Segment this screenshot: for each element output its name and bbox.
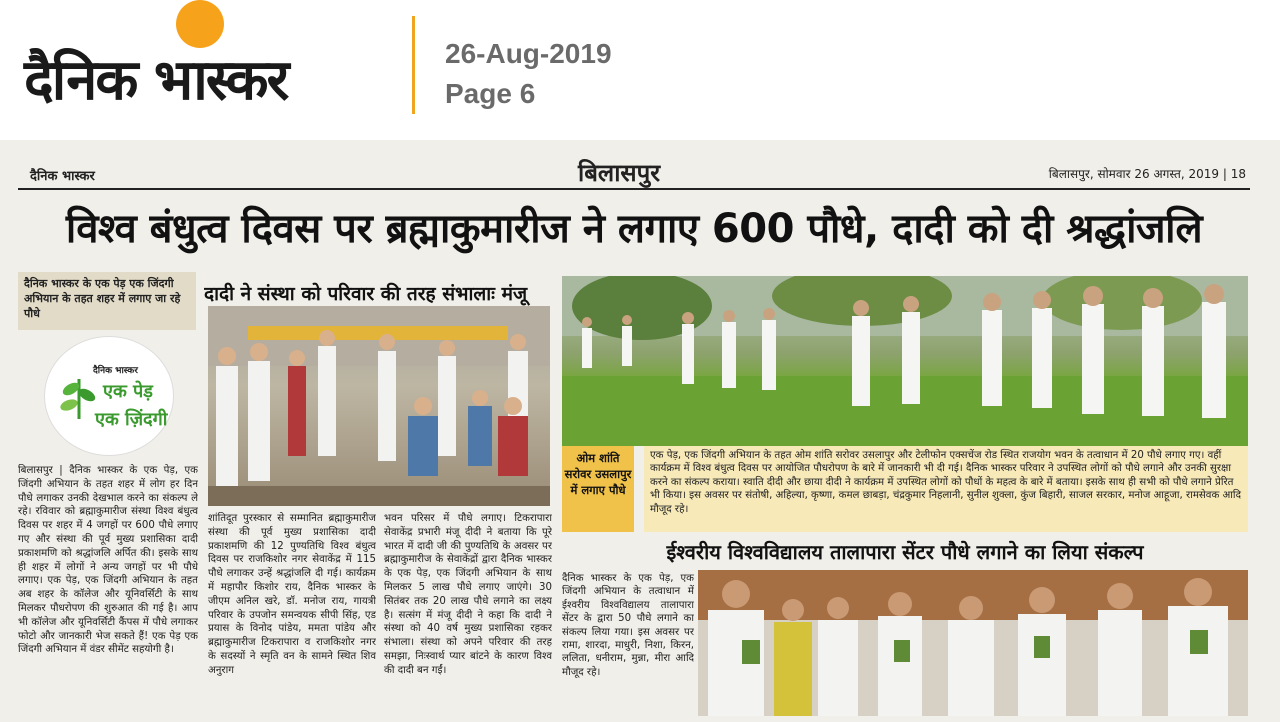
center-article-col1: शांतिदूत पुरस्कार से सम्मानित ब्रह्माकुमारीज संस्था की पूर्व मुख्य प्रशासिका दादी प्रकाशमणि की 12 पुण्यतिथि विश्व बंधुत्व दिवस पर राजकिशोर नगर सेवाकेंद्र में 115 पौधे लगाकर उन्हें श्रद्धांजलि दी गई। कार्यक्रम में महापौर किशोर राय, दैनिक भास्कर के जीएम अनिल खरे, डॉ. मनोज राय, गायत्री परिवार के उपजोन समन्वयक सीपी सिंह, एड प्रयास के विनोद पांडेय, ममता पांडेय और ब्रह्माकुमारीज टिकरापारा व राजकिशोर नगर के सदस्यों ने स्मृति वन के सामने स्थित शिव अनुराग (208, 513, 376, 676)
brand-header (0, 0, 1280, 140)
masthead-city: बिलासपुर (578, 159, 661, 187)
page-headline: विश्व बंधुत्व दिवस पर ब्रह्माकुमारीज ने लगाए 600 पौधे, दादी को दी श्रद्धांजलि (65, 206, 1203, 252)
group-photo-ceremony (208, 306, 550, 506)
center-article-col2: भवन परिसर में पौधे लगाए। टिकरापारा सेवाकेंद्र प्रभारी मंजू दीदी ने बताया कि पूरे भारत में दादी जी की पुण्यतिथि के अवसर पर ब्रह्माकुमारीज के सेवाकेंद्रों द्वारा दैनिक भास्कर के एक पेड़, एक जिंदगी अभियान के साथ मिलकर 5 लाख पौधे लगाए जाएंगे। 30 सितंबर तक 20 लाख पौधे लगाने का लक्ष्य है। सत्संग में मंजू दीदी ने कहा कि दादी ने संस्था को 40 वर्ष मुख्य प्रशासिका रहकर संभाला। संस्था को अपने परिवार की तरह समझा, निःस्वार्थ प्यार बांटने के कारण विश्व की दादी बन गईं। (384, 513, 552, 676)
group-photo-garden (562, 276, 1248, 446)
brand-logo: दैनिक भास्कर (24, 48, 288, 113)
campaign-tag-box: दैनिक भास्कर के एक पेड़ एक जिंदगी अभियान के तहत शहर में लगाए जा रहे पौधे (18, 272, 196, 330)
campaign-logo-brand: दैनिक भास्कर (93, 366, 138, 376)
caption-title-box: ओम शांति सरोवर उसलापुर में लगाए पौधे (562, 446, 634, 532)
newspaper-page (0, 140, 1280, 722)
masthead-brand: दैनिक भास्कर (30, 169, 95, 184)
campaign-logo-line2: एक ज़िंदगी (95, 409, 168, 430)
edition-date: 26-Aug-2019 (445, 38, 612, 69)
right-subheading: ईश्वरीय विश्वविद्यालय तालापारा सेंटर पौधे लगाने का लिया संकल्प (666, 540, 1144, 564)
right-article-body: दैनिक भास्कर के एक पेड़, एक जिंदगी अभियान के तत्वाधान में ईश्वरीय विश्वविद्यालय तालापारा सेंटर के द्वारा 50 पौधे लगाने का संकल्प लिया गया। इस अवसर पर रामा, शारदा, माधुरी, निशा, किरन, ललिता, धनीराम, मुन्ना, मीरा आदि मौजूद रहे। (562, 573, 694, 678)
group-photo-ceremony-image (208, 306, 550, 506)
campaign-logo (44, 336, 174, 456)
center-subheading: दादी ने संस्था को परिवार की तरह संभालाः मंजू (204, 283, 528, 305)
sun-logo-icon (168, 0, 232, 52)
page-number: Page 6 (445, 78, 536, 109)
group-photo-plants-image (698, 570, 1248, 716)
group-photo-garden-image (562, 276, 1248, 446)
group-photo-plants (698, 570, 1248, 716)
brand-divider (412, 16, 415, 114)
masthead-dateline: बिलासपुर, सोमवार 26 अगस्त, 2019 | 18 (1048, 167, 1246, 181)
campaign-logo-line1: एक पेड़ (103, 381, 153, 402)
caption-body: एक पेड़, एक जिंदगी अभियान के तहत ओम शांति सरोवर उसलापुर और टेलीफोन एक्सचेंज रोड स्थित राजयोग भवन के तत्वाधान में 20 पौधे लगाए गए। वहीं कार्यक्रम में विश्व बंधुत्व दिवस पर आयोजित पौधरोपण के बारे में जानकारी भी दी गई। दैनिक भास्कर परिवार ने उपस्थित लोगों को पौधे लगाने और उनकी सुरक्षा करने का संकल्प कराया। स्वाति दीदी और छाया दीदी ने कार्यक्रम में उपस्थित लोगों को पौधों के महत्व के बारे में बताया। इसके साथ ही सभी को पौधे लगाने प्रेरित भी किया। इस अवसर पर संतोषी, अहिल्या, कृष्णा, कमल छाबड़ा, चंद्रकुमार निहलानी, सुनील शुक्ला, कुंज बिहारी, साजल सरकार, मनोज आहूजा, रामसेवक आदि मौजूद रहे। (644, 446, 1248, 532)
left-article-body: बिलासपुर | दैनिक भास्कर के एक पेड़, एक जिंदगी अभियान के तहत शहर में लोग हर दिन पौधे लगाकर उनकी देखभाल करने का संकल्प ले रहे। रविवार को ब्रह्माकुमारीज संस्था विश्व बंधुत्व दिवस पर शहर में 4 जगहों पर 600 पौधे लगाए गए और संस्था की पूर्व मुख्य प्रशासिका दादी प्रकाशमणि को श्रद्धांजलि अर्पित की। इसके साथ ही शहर में लोगों ने अन्य जगहों पर भी पौधे लगाए। एक पेड़, एक जिंदगी अभियान के तहत अब शहर के कॉलेज और यूनिवर्सिटी के साथ मिलकर पौधरोपण की शुरुआत की गई है। आप भी कॉलेज और यूनिवर्सिटी कैंपस में पौधे लगाकर फोटो और जानकारी भेज सकते हैं! एक पेड़ एक जिंदगी अभियान में वंडर सीमेंट सहयोगी है। (18, 465, 198, 656)
masthead (18, 154, 1250, 190)
